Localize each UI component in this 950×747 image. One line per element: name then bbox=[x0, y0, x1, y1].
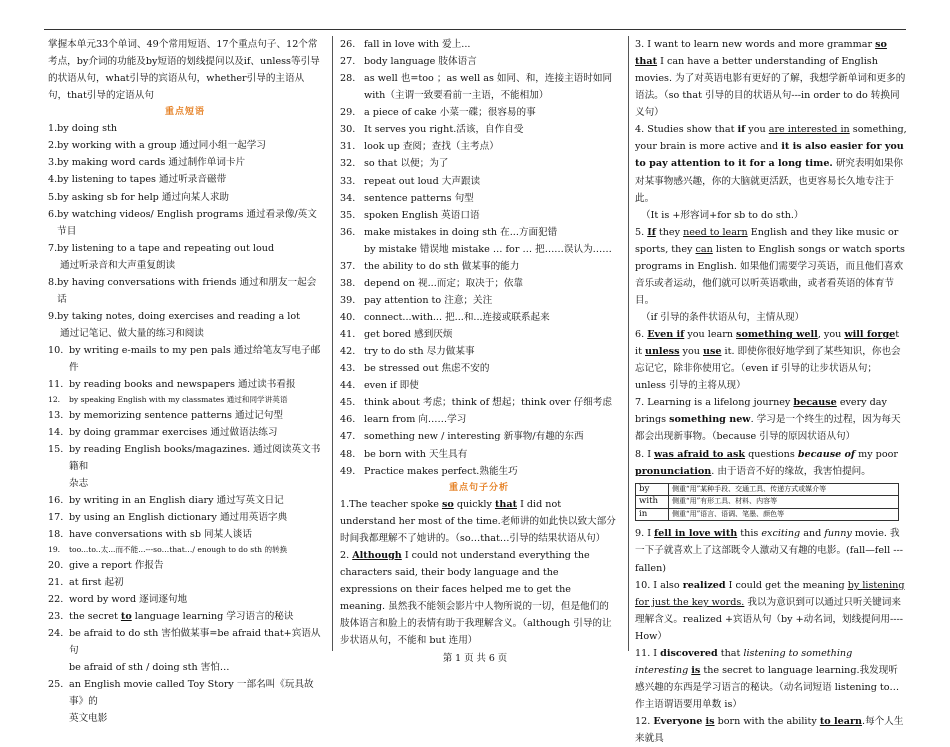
sentence-3: 3. I want to learn new words and more grammar so that I can have a better understanding of English movies. 为了对英语电影有更好的了解，我想学新单词和更多的语法。（so that 引导的目的状语从句---in order to do 转换同义句） bbox=[635, 39, 906, 119]
item-text: with（主谓一致要看前一主语，不能相加） bbox=[364, 90, 549, 102]
item-number: 38. bbox=[340, 277, 356, 289]
list-item bbox=[340, 138, 618, 155]
item-number: 4. bbox=[48, 174, 58, 186]
item-number: 26. bbox=[340, 39, 356, 50]
list-item bbox=[48, 492, 322, 509]
item-number: 44. bbox=[340, 380, 356, 392]
item-text: by having conversations with friends 通过和朋友一起会话 bbox=[57, 276, 317, 305]
item-text: by doing grammar exercises 通过做语法练习 bbox=[69, 426, 278, 438]
item-text: by writing e-mails to my pen pals 通过给笔友写电子邮件 bbox=[69, 345, 321, 374]
list-item bbox=[48, 676, 322, 710]
item-number: 47. bbox=[340, 431, 356, 443]
item-text: by reading books and newspapers 通过读书看报 bbox=[69, 379, 296, 391]
page-footer: 第 1 页 共 6 页 bbox=[442, 653, 508, 664]
item-text: fall in love with 爱上... bbox=[364, 39, 471, 50]
item-number: 35. bbox=[340, 209, 356, 221]
list-item bbox=[340, 377, 618, 394]
column-middle bbox=[340, 36, 618, 649]
item-text: even if 即使 bbox=[364, 380, 419, 392]
item-text: so that 以便；为了 bbox=[364, 158, 449, 170]
item-text: by working with a group 通过同小组一起学习 bbox=[57, 140, 266, 152]
list-item bbox=[340, 224, 618, 241]
sentence-11: 11. I discovered that listening to something interesting is the secret to language learning.我发现听感兴趣的东西是学习语言的秘诀。（动名词短语 listening to…作主语谓语要用单数 is） bbox=[635, 647, 900, 711]
item-number: 14. bbox=[48, 426, 64, 438]
list-item bbox=[340, 394, 618, 411]
list-item bbox=[48, 189, 322, 206]
item-text: by listening to a tape and repeating out loud bbox=[57, 242, 275, 254]
list-item bbox=[340, 463, 618, 480]
item-text: by memorizing sentence patterns 通过记句型 bbox=[69, 409, 283, 421]
item-text: something new / interesting 新事物/有趣的东西 bbox=[364, 431, 584, 443]
sentence-6: 6. Even if you learn something well, you will forget it unless you use it. 即使你很好地学到了某些知识，你也会忘记它，除非你使用它。（even if 引导的让步状语从句；unless 引导的主将从现） bbox=[635, 329, 901, 392]
item-number: 1. bbox=[48, 123, 58, 135]
item-text: the secret to language learning 学习语言的秘诀 bbox=[69, 610, 294, 622]
list-item bbox=[48, 475, 322, 492]
item-number: 40. bbox=[340, 312, 356, 323]
item-number: 28. bbox=[340, 73, 356, 85]
item-number: 5. bbox=[48, 191, 58, 203]
column-right bbox=[635, 36, 907, 747]
table-row: by 侧重“用”某种手段、交通工具、传递方式或媒介等 bbox=[636, 483, 899, 496]
item-number: 19. bbox=[48, 545, 61, 555]
list-item bbox=[340, 121, 618, 138]
item-number: 42. bbox=[340, 346, 356, 358]
list-item bbox=[48, 710, 322, 727]
item-text: connect...with... 把...和...连接或联系起来 bbox=[364, 312, 550, 323]
sentence-4: 4. Studies show that if you are interested in something, your brain is more active and it is also easier for you to pay attention to it for a long time. 研究表明如果你对某事物感兴趣，你的大脑就更活跃，也更容易长久地专注于此。 bbox=[635, 124, 907, 204]
list-item bbox=[48, 608, 322, 625]
item-text: by mistake 错误地 mistake … for … 把……误认为…… bbox=[364, 243, 612, 255]
list-item bbox=[340, 360, 618, 377]
item-text: word by word 逐词逐句地 bbox=[69, 593, 188, 605]
item-number: 9. bbox=[48, 310, 58, 322]
list-item bbox=[340, 258, 618, 275]
sentence-10: 10. I also realized I could get the meaning by listening for just the key words. 我以为意识到可以通过只听关键词来理解含义。realized +宾语从句（by +动名词，划线提问用----How） bbox=[635, 579, 905, 642]
item-text: pay attention to 注意；关注 bbox=[364, 294, 493, 306]
list-item bbox=[48, 308, 322, 325]
list-item bbox=[340, 36, 618, 53]
item-text: be afraid to do sth 害怕做某事=be afraid that+宾语从句 bbox=[69, 628, 321, 657]
item-number: 11. bbox=[48, 379, 64, 391]
item-text: have conversations with sb 同某人谈话 bbox=[69, 529, 252, 541]
item-text: by taking notes, doing exercises and reading a lot bbox=[57, 310, 300, 322]
item-number: 15. bbox=[48, 443, 64, 455]
item-number: 22. bbox=[48, 593, 64, 605]
item-text: 通过记笔记、做大量的练习和阅读 bbox=[60, 328, 204, 340]
item-text: It serves you right.活该，自作自受 bbox=[364, 124, 524, 136]
list-item bbox=[340, 343, 618, 360]
item-text: by reading English books/magazines. 通过阅读英文书籍和 bbox=[69, 443, 321, 472]
item-text: as well 也=too ；as well as 如同、和，连接主语时如同 bbox=[364, 73, 613, 85]
item-text: learn from 向……学习 bbox=[364, 414, 467, 426]
list-item bbox=[48, 206, 322, 240]
list-item bbox=[340, 70, 618, 87]
sentence-1: 1.The teacher spoke so quickly that I did not understand her most of the time.老师讲的如此快以致大部分时间我都理解不了她讲的。（so…that…引导的结果状语从句） bbox=[340, 498, 616, 544]
item-number: 27. bbox=[340, 56, 356, 68]
item-number: 45. bbox=[340, 397, 356, 409]
list-item bbox=[340, 190, 618, 207]
sentence-9: 9. I fell in love with this exciting and funny movie. 我一下子就喜欢上了这部既令人激动又有趣的电影。(fall—fell ---fallen) bbox=[635, 528, 903, 574]
phrase-list-continued bbox=[340, 36, 618, 480]
item-text: Practice makes perfect.熟能生巧 bbox=[364, 465, 518, 477]
sentence-5-note: （if 引导的条件状语从句，主情从现） bbox=[641, 312, 805, 323]
section-heading-sentences: 重点句子分析 bbox=[448, 482, 509, 493]
item-text: by listening to tapes 通过听录音磁带 bbox=[57, 174, 227, 186]
unit-intro: 掌握本单元33个单词、49个常用短语、17个重点句子、12个常考点，by介词的功能及by短语的划线提问以及if、unless等引导的状语从句，what引导的宾语从句，whether引导的主语从句，that引导的定语从句 bbox=[48, 39, 320, 102]
list-item bbox=[340, 155, 618, 172]
item-number: 16. bbox=[48, 495, 64, 507]
list-item bbox=[340, 87, 618, 104]
table-row: with 侧重“用”有形工具、材料、内容等 bbox=[636, 496, 899, 509]
list-item bbox=[48, 171, 322, 188]
preposition-table bbox=[635, 483, 899, 522]
item-text: an English movie called Toy Story 一部名叫《玩具故事》的 bbox=[69, 679, 314, 708]
column-divider bbox=[332, 36, 333, 651]
list-item bbox=[340, 207, 618, 224]
list-item bbox=[340, 446, 618, 463]
item-number: 18. bbox=[48, 529, 64, 541]
list-item bbox=[48, 509, 322, 526]
item-text: body language 肢体语言 bbox=[364, 56, 477, 68]
item-number: 23. bbox=[48, 610, 64, 622]
header-rule bbox=[44, 29, 906, 30]
list-item bbox=[48, 325, 322, 342]
item-text: spoken English 英语口语 bbox=[364, 209, 480, 221]
item-text: think about 考虑；think of 想起；think over 仔细考虑 bbox=[364, 397, 612, 409]
item-number: 25. bbox=[48, 679, 64, 691]
item-number: 20. bbox=[48, 559, 64, 571]
list-item bbox=[48, 274, 322, 308]
item-number: 46. bbox=[340, 414, 356, 426]
list-item bbox=[48, 240, 322, 257]
item-text: by doing sth bbox=[57, 123, 118, 135]
list-item bbox=[340, 53, 618, 70]
list-item bbox=[48, 424, 322, 441]
item-number: 12. bbox=[48, 395, 61, 405]
item-text: be afraid of sth / doing sth 害怕… bbox=[69, 662, 230, 674]
sentence-12: 12. Everyone is born with the ability to learn.每个人生来就具 bbox=[635, 716, 904, 745]
item-number: 31. bbox=[340, 141, 356, 153]
list-item bbox=[340, 326, 618, 343]
item-text: 英文电影 bbox=[69, 713, 108, 725]
list-item bbox=[48, 557, 322, 574]
item-text: give a report 作报告 bbox=[69, 559, 164, 571]
item-text: be stressed out 焦虑不安的 bbox=[364, 363, 490, 375]
item-text: get bored 感到厌烦 bbox=[364, 329, 453, 341]
item-number: 33. bbox=[340, 175, 356, 187]
sentence-2: 2. Although I could not understand everything the characters said, their body language and the expressions on their faces helped me to get the meaning. 虽然我不能领会影片中人物所说的一切，但是他们的肢体语言和脸上的表情有助于我理解含义。（although 引导的让步状语从句，不能和 but 连用） bbox=[340, 549, 612, 647]
item-text: repeat out loud 大声跟读 bbox=[364, 175, 481, 187]
item-number: 3. bbox=[48, 157, 58, 169]
item-text: the ability to do sth 做某事的能力 bbox=[364, 260, 520, 272]
item-number: 8. bbox=[48, 276, 58, 288]
item-number: 17. bbox=[48, 512, 64, 524]
item-text: sentence patterns 句型 bbox=[364, 192, 474, 204]
item-text: by writing in an English diary 通过写英文日记 bbox=[69, 495, 284, 507]
sentence-4-note: （It is +形容词+for sb to do sth.） bbox=[641, 209, 804, 221]
item-text: by watching videos/ English programs 通过看录像/英文节目 bbox=[57, 208, 317, 237]
item-number: 41. bbox=[340, 329, 356, 341]
item-text: try to do sth 尽力做某事 bbox=[364, 346, 475, 358]
list-item bbox=[340, 292, 618, 309]
item-text: 杂志 bbox=[69, 478, 89, 490]
item-number: 30. bbox=[340, 124, 356, 136]
list-item bbox=[340, 309, 618, 326]
item-text: make mistakes in doing sth 在...方面犯错 bbox=[364, 226, 558, 238]
item-number: 37. bbox=[340, 260, 356, 272]
item-number: 13. bbox=[48, 409, 64, 421]
list-item bbox=[48, 137, 322, 154]
table-row: in 侧重“用”语言、语调、笔墨、颜色等 bbox=[636, 508, 899, 521]
section-heading-phrases: 重点短语 bbox=[164, 107, 205, 118]
item-number: 10. bbox=[48, 345, 64, 357]
list-item bbox=[48, 120, 322, 137]
item-number: 2. bbox=[48, 140, 58, 152]
list-item bbox=[48, 376, 322, 393]
list-item bbox=[48, 393, 322, 407]
item-text: be born with 天生具有 bbox=[364, 448, 468, 460]
list-item bbox=[340, 411, 618, 428]
item-number: 29. bbox=[340, 107, 356, 119]
list-item bbox=[340, 173, 618, 190]
column-left bbox=[48, 36, 322, 727]
item-number: 7. bbox=[48, 242, 58, 254]
item-text: by making word cards 通过制作单词卡片 bbox=[57, 157, 246, 169]
item-number: 21. bbox=[48, 576, 64, 588]
list-item bbox=[48, 591, 322, 608]
list-item bbox=[48, 543, 322, 557]
list-item bbox=[340, 275, 618, 292]
list-item bbox=[340, 241, 618, 258]
item-text: look up 查阅；查找（主考点） bbox=[364, 141, 499, 153]
phrase-list bbox=[48, 120, 322, 727]
sentence-5: 5. If they need to learn English and they like music or sports, they can listen to English songs or watch sports programs in English. 如果他们需要学习英语，而且他们喜欢音乐或者运动，他们就可以听英语歌曲，或者看英语的体育节目。 bbox=[635, 226, 905, 306]
list-item bbox=[48, 574, 322, 591]
item-text: too...to..太...而不能...---so…that…/ enough to do sth 的转换 bbox=[69, 545, 288, 555]
item-number: 32. bbox=[340, 158, 356, 170]
list-item bbox=[48, 407, 322, 424]
list-item bbox=[48, 526, 322, 543]
item-number: 24. bbox=[48, 628, 64, 640]
item-number: 49. bbox=[340, 465, 356, 477]
list-item bbox=[48, 154, 322, 171]
list-item bbox=[48, 441, 322, 475]
column-divider bbox=[628, 36, 629, 651]
list-item bbox=[48, 257, 322, 274]
item-text: by using an English dictionary 通过用英语字典 bbox=[69, 512, 288, 524]
item-text: by speaking English with my classmates 通过和同学讲英语 bbox=[69, 395, 288, 405]
item-text: 通过听录音和大声重复朗读 bbox=[60, 259, 176, 271]
sentence-7: 7. Learning is a lifelong journey because every day brings something new. 学习是一个终生的过程，因为每天都会出现新事物。（because 引导的原因状语从句） bbox=[635, 397, 901, 443]
sentence-8: 8. I was afraid to ask questions because of my poor pronunciation. 由于语音不好的缘故，我害怕提问。 bbox=[635, 448, 898, 477]
item-number: 39. bbox=[340, 294, 356, 306]
item-text: by asking sb for help 通过向某人求助 bbox=[57, 191, 230, 203]
item-number: 48. bbox=[340, 448, 356, 460]
list-item bbox=[340, 104, 618, 121]
item-number: 36. bbox=[340, 226, 356, 238]
item-text: at first 起初 bbox=[69, 576, 124, 588]
item-number: 43. bbox=[340, 363, 356, 375]
item-number: 6. bbox=[48, 208, 58, 220]
item-text: depend on 视...而定；取决于；依靠 bbox=[364, 277, 524, 289]
list-item bbox=[340, 428, 618, 445]
item-number: 34. bbox=[340, 192, 356, 204]
item-text: a piece of cake 小菜一碟；很容易的事 bbox=[364, 107, 536, 119]
list-item bbox=[48, 342, 322, 376]
